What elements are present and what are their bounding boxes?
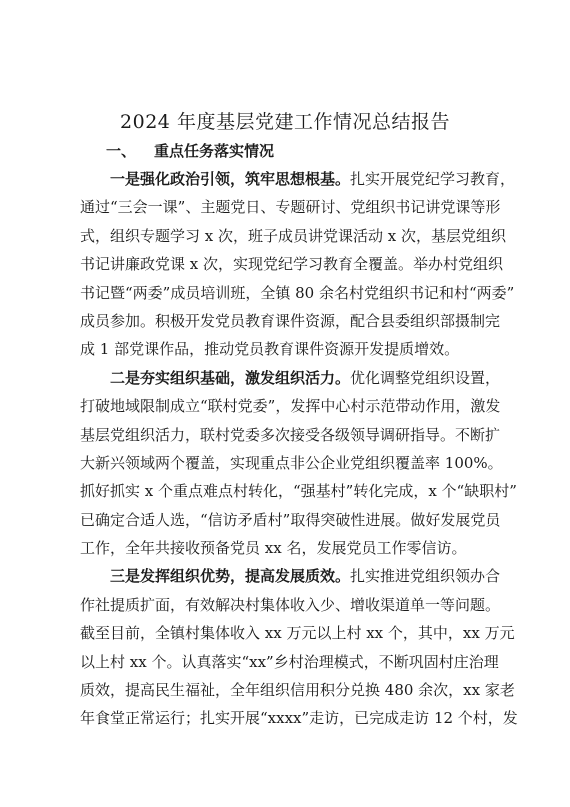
paragraph-line: 年食堂正常运行；扎实开展“xxxx”走访，已完成走访 12 个村，发 (80, 709, 518, 728)
paragraph-line: 以上村 xx 个。认真落实“xx”乡村治理模式，不断巩固村庄治理 (80, 652, 499, 671)
paragraph-line: 三是发挥组织优势，提高发展质效。扎实推进党组织领办合 (110, 567, 501, 586)
paragraph-line: 质效，提高民生福祉，全年组织信用积分兑换 480 余次，xx 家老 (80, 681, 515, 700)
paragraph-line: 书记暨“两委”成员培训班，全镇 80 余名村党组织书记和村“两委” (80, 283, 515, 302)
document-title: 2024 年度基层党建工作情况总结报告 (120, 111, 450, 133)
section-heading-text: 重点任务落实情况 (154, 142, 275, 160)
section-number: 一、 (106, 142, 137, 160)
paragraph-line: 打破地域限制成立“联村党委”，发挥中心村示范带动作用，激发 (80, 397, 501, 416)
lead-sentence: 三是发挥组织优势，提高发展质效。 (110, 567, 351, 586)
paragraph-line: 抓好抓实 x 个重点难点村转化，“强基村”转化完成，x 个“缺职村” (80, 482, 517, 501)
paragraph-line: 二是夯实组织基础，激发组织活力。优化调整党组织设置， (110, 368, 501, 387)
paragraph-line: 通过“三会一课”、主题党日、专题研讨、党组织书记讲党课等形 (80, 198, 501, 217)
lead-sentence: 一是强化政治引领，筑牢思想根基。 (110, 170, 351, 188)
paragraph-line: 基层党组织活力，联村党委多次接受各级领导调研指导。不断扩 (80, 425, 501, 444)
paragraph-line: 一是强化政治引领，筑牢思想根基。扎实开展党纪学习教育， (110, 170, 516, 188)
paragraph-line: 式，组织专题学习 x 次，班子成员讲党课活动 x 次，基层党组织 (80, 226, 506, 245)
paragraph-line: 书记讲廉政党课 x 次，实现党纪学习教育全覆盖。举办村党组织 (80, 255, 503, 274)
body-text (80, 165, 518, 733)
paragraph-line: 作社提质扩面，有效解决村集体收入少、增收渠道单一等问题。 (80, 595, 501, 614)
section-heading (106, 137, 274, 165)
paragraph-line: 已确定合适人选，“信访矛盾村”取得突破性进展。做好发展党员 (80, 510, 501, 529)
paragraph-line: 大新兴领域两个覆盖，实现重点非公企业党组织覆盖率 100%。 (80, 453, 503, 472)
lead-sentence: 二是夯实组织基础，激发组织活力。 (110, 368, 351, 387)
paragraph-line: 截至目前，全镇村集体收入 xx 万元以上村 xx 个，其中，xx 万元 (80, 624, 515, 643)
paragraph-line: 成 1 部党课作品，推动党员教育课件资源开发提质增效。 (80, 340, 460, 359)
paragraph-line: 成员参加。积极开发党员教育课件资源，配合县委组织部摄制完 (80, 311, 501, 330)
paragraph-line: 工作，全年共接收预备党员 xx 名，发展党员工作零信访。 (80, 539, 467, 558)
